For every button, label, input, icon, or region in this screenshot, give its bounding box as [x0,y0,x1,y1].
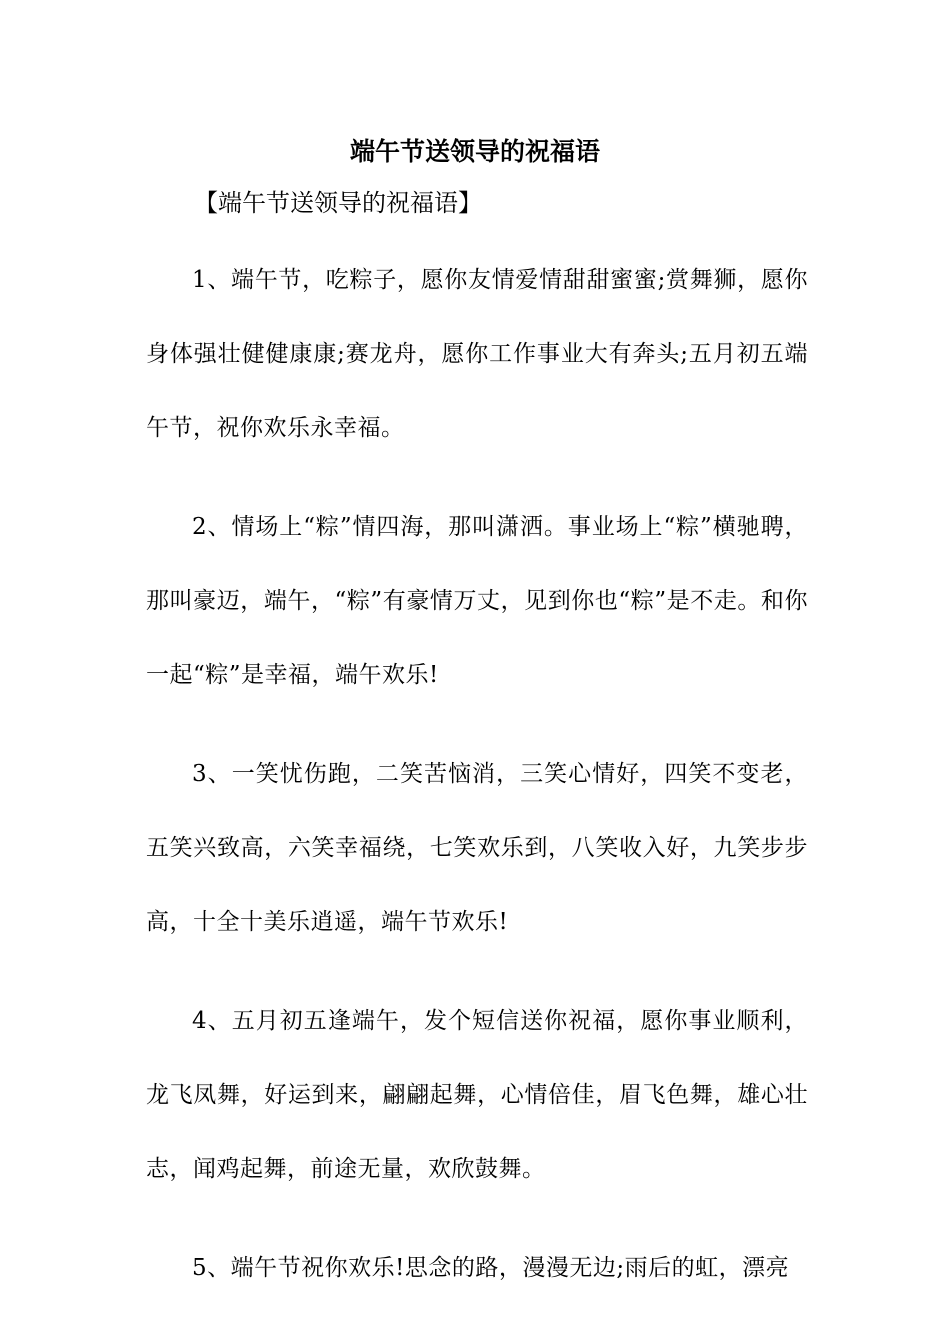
paragraph-4: 4、五月初五逢端午，发个短信送你祝福，愿你事业顺利，龙飞凤舞，好运到来，翩翩起舞，心情倍佳，眉飞色舞，雄心壮志，闻鸡起舞，前途无量，欢欣鼓舞。 [146,1008,808,1182]
paragraph-2: 2、情场上“粽”情四海，那叫潇洒。事业场上“粽”横驰聘，那叫豪迈，端午，“粽”有豪情万丈，见到你也“粽”是不走。和你一起“粽”是幸福，端午欢乐! [146,514,808,688]
paragraph-3: 3、一笑忧伤跑，二笑苦恼消，三笑心情好，四笑不变老，五笑兴致高，六笑幸福绕，七笑欢乐到，八笑收入好，九笑步步高，十全十美乐逍遥，端午节欢乐! [146,761,808,935]
document-subtitle: 【端午节送领导的祝福语】 [194,189,482,217]
document-body [146,243,808,1330]
paragraph-5: 5、端午节祝你欢乐!思念的路，漫漫无边;雨后的虹，漂亮 [192,1255,790,1281]
document-title: 端午节送领导的祝福语 [349,137,600,166]
paragraph-1: 1、端午节，吃粽子，愿你友情爱情甜甜蜜蜜;赏舞狮，愿你身体强壮健健康康;赛龙舟，愿你工作事业大有奔头;五月初五端午节，祝你欢乐永幸福。 [146,267,808,441]
